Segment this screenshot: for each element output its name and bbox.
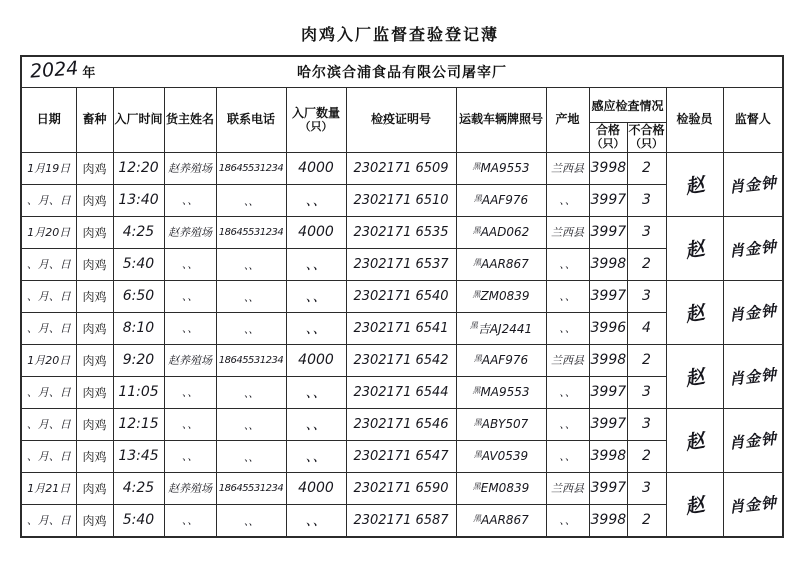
page-title: 肉鸡入厂监督查验登记薄 [300, 27, 499, 44]
cell-plate [456, 248, 546, 280]
cell-cert: 2302171 6540 [346, 280, 456, 312]
col-header-supervisor: 监督人 [723, 88, 783, 153]
cell-owner: 、、 [164, 280, 216, 312]
cell-species: 肉鸡 [76, 280, 113, 312]
cell-phone: 、、 [216, 504, 286, 537]
cell-cert: 2302171 6547 [346, 440, 456, 472]
col-header-phone: 联系电话 [216, 88, 286, 153]
cell-phone: 、、 [216, 440, 286, 472]
col-header-quantity-line1: 入厂数量 [291, 105, 340, 120]
cell-phone: 18645531234 [216, 344, 286, 376]
cell-origin: 、、 [546, 504, 589, 537]
cell-time: 12:15 [113, 408, 164, 440]
cell-phone: 、、 [216, 248, 286, 280]
cell-cert: 2302171 6535 [346, 216, 456, 248]
cell-origin: 兰西县 [546, 472, 589, 504]
cell-quantity: 4000 [286, 152, 346, 184]
cell-species: 肉鸡 [76, 504, 113, 537]
cell-phone: 、、 [216, 408, 286, 440]
plate-text: 黑ABY507 [473, 417, 529, 432]
cell-time: 13:45 [113, 440, 164, 472]
cell-phone: 18645531234 [216, 216, 286, 248]
cell-quantity: 、、 [286, 248, 346, 280]
cell-pass: 3998 [589, 248, 627, 280]
cell-pass: 3998 [589, 344, 627, 376]
plate-text: 黑AAF976 [473, 353, 529, 368]
cell-phone: 、、 [216, 280, 286, 312]
cell-quantity: 、、 [286, 312, 346, 344]
cell-cert: 2302171 6590 [346, 472, 456, 504]
inspector-signature: 赵 [683, 365, 707, 391]
cell-fail: 2 [627, 504, 666, 537]
supervisor-signature: 肖金钟 [728, 301, 778, 325]
cell-plate [456, 344, 546, 376]
cell-owner: 、、 [164, 312, 216, 344]
cell-species: 肉鸡 [76, 344, 113, 376]
inspector-signature: 赵 [683, 301, 707, 327]
cell-fail: 2 [627, 152, 666, 184]
cell-inspector-signature [666, 280, 723, 344]
cell-supervisor-signature [723, 152, 783, 216]
table-row [21, 216, 783, 248]
cell-time: 4:25 [113, 472, 164, 504]
cell-pass: 3997 [589, 472, 627, 504]
cell-species: 肉鸡 [76, 440, 113, 472]
supervisor-signature: 肖金钟 [728, 173, 778, 197]
cell-phone: 、、 [216, 312, 286, 344]
cell-phone: 18645531234 [216, 152, 286, 184]
cell-pass: 3997 [589, 408, 627, 440]
cell-quantity: 、、 [286, 408, 346, 440]
cell-species: 肉鸡 [76, 376, 113, 408]
col-header-inspector: 检验员 [666, 88, 723, 153]
cell-pass: 3998 [589, 152, 627, 184]
plate-text: 黑AV0539 [473, 449, 529, 464]
cell-quantity: 4000 [286, 216, 346, 248]
cell-pass: 3997 [589, 280, 627, 312]
cell-date: 、月、日 [21, 280, 76, 312]
cell-inspector-signature [666, 408, 723, 472]
cell-origin: 兰西县 [546, 152, 589, 184]
cell-fail: 3 [627, 216, 666, 248]
cell-cert: 2302171 6587 [346, 504, 456, 537]
cell-fail: 3 [627, 280, 666, 312]
cell-fail: 2 [627, 440, 666, 472]
cell-time: 4:25 [113, 216, 164, 248]
table-row [21, 152, 783, 184]
cell-fail: 3 [627, 376, 666, 408]
col-header-species: 畜种 [76, 88, 113, 153]
cell-fail: 3 [627, 472, 666, 504]
col-header-quantity [286, 88, 346, 153]
cell-origin: 、、 [546, 248, 589, 280]
supervisor-signature: 肖金钟 [728, 365, 778, 389]
plate-text: 黑AAF976 [473, 193, 529, 208]
cell-supervisor-signature [723, 280, 783, 344]
cell-origin: 兰西县 [546, 344, 589, 376]
cell-species: 肉鸡 [76, 472, 113, 504]
cell-pass: 3997 [589, 184, 627, 216]
cell-owner: 赵养殖场 [164, 472, 216, 504]
cell-plate [456, 312, 546, 344]
table-row [21, 280, 783, 312]
plate-text: 黑吉AJ2441 [469, 320, 533, 336]
cell-inspector-signature [666, 216, 723, 280]
cell-date: 、月、日 [21, 504, 76, 537]
col-header-pass-line2: （只） [591, 138, 625, 150]
cell-species: 肉鸡 [76, 248, 113, 280]
inspector-signature: 赵 [683, 429, 707, 455]
cell-date: 、月、日 [21, 408, 76, 440]
cell-plate [456, 472, 546, 504]
cell-inspector-signature [666, 472, 723, 537]
cell-fail: 3 [627, 184, 666, 216]
cell-quantity: 、、 [286, 504, 346, 537]
cell-supervisor-signature [723, 408, 783, 472]
col-header-owner: 货主姓名 [164, 88, 216, 153]
plate-text: 黑ZM0839 [472, 289, 530, 304]
cell-quantity: 、、 [286, 440, 346, 472]
cell-species: 肉鸡 [76, 184, 113, 216]
cell-time: 6:50 [113, 280, 164, 312]
cell-origin: 、、 [546, 376, 589, 408]
col-header-origin: 产地 [546, 88, 589, 153]
cell-plate [456, 504, 546, 537]
cell-plate [456, 376, 546, 408]
cell-plate [456, 280, 546, 312]
cell-pass: 3998 [589, 440, 627, 472]
cell-plate [456, 184, 546, 216]
cell-species: 肉鸡 [76, 312, 113, 344]
cell-origin: 、、 [546, 312, 589, 344]
cell-phone: 18645531234 [216, 472, 286, 504]
plate-text: 黑EM0839 [472, 481, 530, 496]
col-header-cert: 检疫证明号 [346, 88, 456, 153]
inspector-signature: 赵 [683, 173, 707, 199]
cell-time: 5:40 [113, 504, 164, 537]
cell-owner: 赵养殖场 [164, 152, 216, 184]
cell-time: 12:20 [113, 152, 164, 184]
supervisor-signature: 肖金钟 [728, 237, 778, 261]
cell-inspector-signature [666, 344, 723, 408]
cell-owner: 、、 [164, 184, 216, 216]
cell-owner: 赵养殖场 [164, 216, 216, 248]
cell-time: 11:05 [113, 376, 164, 408]
cell-plate [456, 152, 546, 184]
col-header-plate: 运载车辆牌照号 [456, 88, 546, 153]
cell-plate [456, 216, 546, 248]
cell-species: 肉鸡 [76, 216, 113, 248]
cell-supervisor-signature [723, 472, 783, 537]
table-row [21, 344, 783, 376]
cell-quantity: 4000 [286, 344, 346, 376]
cell-plate [456, 408, 546, 440]
cell-date: 1月20日 [21, 216, 76, 248]
col-header-pass [589, 123, 627, 153]
cell-date: 1月19日 [21, 152, 76, 184]
supervisor-signature: 肖金钟 [728, 493, 778, 517]
cell-time: 8:10 [113, 312, 164, 344]
cell-date: 、月、日 [21, 184, 76, 216]
cell-fail: 2 [627, 344, 666, 376]
cell-date: 、月、日 [21, 376, 76, 408]
cell-date: 1月20日 [21, 344, 76, 376]
form-subheader [21, 56, 783, 88]
cell-date: 、月、日 [21, 312, 76, 344]
col-header-pass-line1: 合格 [595, 123, 620, 137]
col-header-quantity-line2: （只） [299, 120, 333, 133]
col-header-sense-check: 感应检查情况 [589, 88, 666, 123]
cell-quantity: 、、 [286, 184, 346, 216]
cell-pass: 3997 [589, 376, 627, 408]
cell-pass: 3997 [589, 216, 627, 248]
plate-text: 黑AAD062 [472, 225, 530, 240]
cell-origin: 、、 [546, 440, 589, 472]
cell-origin: 、、 [546, 184, 589, 216]
inspector-signature: 赵 [683, 493, 707, 519]
cell-origin: 兰西县 [546, 216, 589, 248]
cell-date: 1月21日 [21, 472, 76, 504]
cell-cert: 2302171 6537 [346, 248, 456, 280]
cell-owner: 、、 [164, 376, 216, 408]
cell-fail: 2 [627, 248, 666, 280]
table-row [21, 408, 783, 440]
table-row [21, 472, 783, 504]
cell-time: 9:20 [113, 344, 164, 376]
plate-text: 黑AAR867 [473, 513, 529, 528]
cell-date: 、月、日 [21, 248, 76, 280]
cell-fail: 4 [627, 312, 666, 344]
cell-cert: 2302171 6509 [346, 152, 456, 184]
supervisor-signature: 肖金钟 [728, 429, 778, 453]
cell-supervisor-signature [723, 344, 783, 408]
cell-fail: 3 [627, 408, 666, 440]
cell-owner: 、、 [164, 248, 216, 280]
plate-text: 黑MA9553 [472, 385, 530, 400]
registration-table [20, 55, 784, 538]
cell-pass: 3996 [589, 312, 627, 344]
cell-plate [456, 440, 546, 472]
cell-cert: 2302171 6542 [346, 344, 456, 376]
cell-supervisor-signature [723, 216, 783, 280]
cell-pass: 3998 [589, 504, 627, 537]
cell-time: 13:40 [113, 184, 164, 216]
company-name: 哈尔滨合浦食品有限公司屠宰厂 [297, 66, 508, 81]
cell-quantity: 、、 [286, 376, 346, 408]
cell-species: 肉鸡 [76, 408, 113, 440]
cell-owner: 、、 [164, 408, 216, 440]
cell-time: 5:40 [113, 248, 164, 280]
cell-date: 、月、日 [21, 440, 76, 472]
plate-text: 黑AAR867 [473, 257, 529, 272]
cell-phone: 、、 [216, 184, 286, 216]
cell-origin: 、、 [546, 408, 589, 440]
col-header-fail [627, 123, 666, 153]
plate-text: 黑MA9553 [472, 161, 530, 176]
inspector-signature: 赵 [683, 237, 707, 263]
cell-species: 肉鸡 [76, 152, 113, 184]
col-header-time: 入厂时间 [113, 88, 164, 153]
cell-cert: 2302171 6544 [346, 376, 456, 408]
cell-quantity: 、、 [286, 280, 346, 312]
cell-inspector-signature [666, 152, 723, 216]
col-header-date: 日期 [21, 88, 76, 153]
col-header-fail-line1: 不合格 [628, 123, 665, 137]
cell-quantity: 4000 [286, 472, 346, 504]
cell-cert: 2302171 6541 [346, 312, 456, 344]
cell-owner: 、、 [164, 504, 216, 537]
cell-owner: 赵养殖场 [164, 344, 216, 376]
cell-phone: 、、 [216, 376, 286, 408]
cell-cert: 2302171 6546 [346, 408, 456, 440]
cell-origin: 、、 [546, 280, 589, 312]
handwritten-year: 2024 [29, 57, 80, 83]
cell-cert: 2302171 6510 [346, 184, 456, 216]
col-header-fail-line2: （只） [630, 138, 663, 150]
year-label: 年 [82, 65, 96, 80]
cell-owner: 、、 [164, 440, 216, 472]
